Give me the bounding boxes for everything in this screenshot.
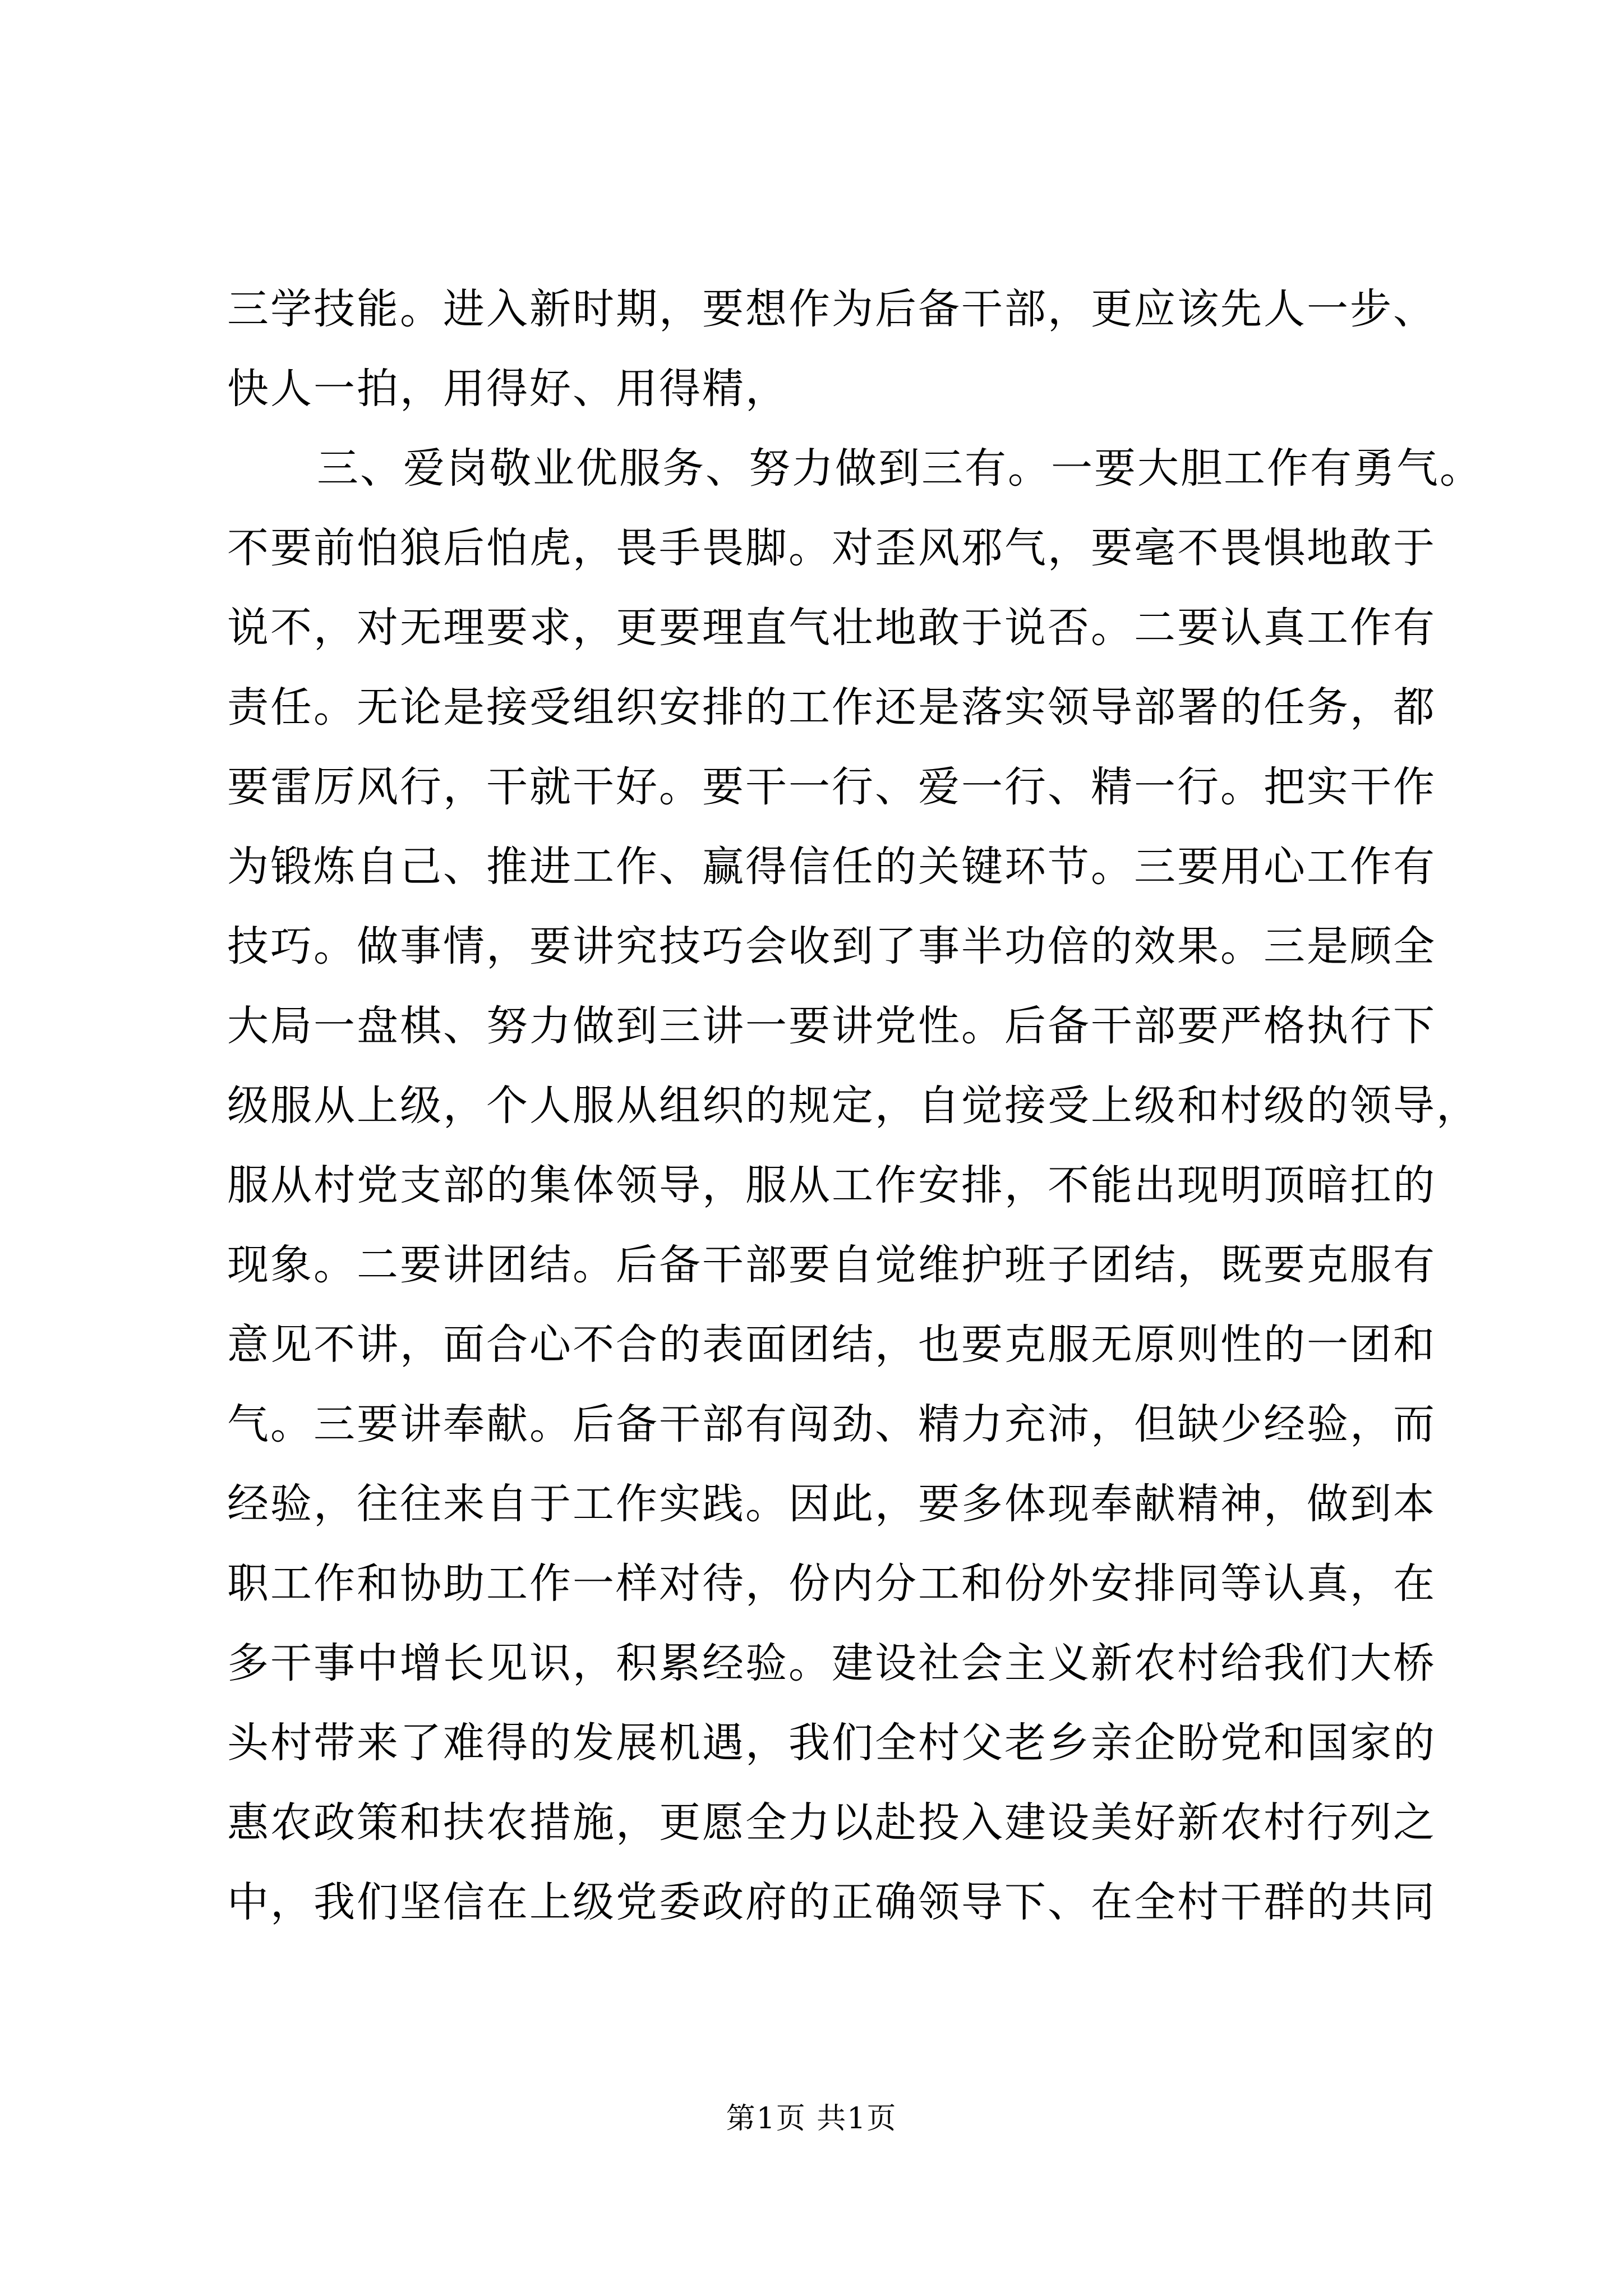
text-line: 要雷厉风行，干就干好。要干一行、爱一行、精一行。把实干作 <box>227 763 1436 811</box>
document-body <box>227 269 1483 1942</box>
paragraph-first-line: 三、爱岗敬业优服务、努力做到三有。一要大胆工作有勇气。 <box>317 444 1483 493</box>
text-line: 级服从上级，个人服从组织的规定，自觉接受上级和村级的领导， <box>227 1082 1479 1130</box>
text-line: 三学技能。进入新时期，要想作为后备干部，更应该先人一步、 <box>227 285 1436 333</box>
page-footer <box>0 2101 1623 2137</box>
text-line: 服从村党支部的集体领导，服从工作安排，不能出现明顶暗扛的 <box>227 1161 1436 1209</box>
text-line: 现象。二要讲团结。后备干部要自觉维护班子团结，既要克服有 <box>227 1241 1436 1289</box>
text-line: 多干事中增长见识，积累经验。建设社会主义新农村给我们大桥 <box>227 1639 1436 1687</box>
text-line: 技巧。做事情，要讲究技巧会收到了事半功倍的效果。三是顾全 <box>227 922 1436 970</box>
text-line: 职工作和协助工作一样对待，份内分工和份外安排同等认真，在 <box>227 1559 1436 1608</box>
text-line: 气。三要讲奉献。后备干部有闯劲、精力充沛，但缺少经验，而 <box>227 1400 1436 1448</box>
text-line: 说不，对无理要求，更要理直气壮地敢于说否。二要认真工作有 <box>227 604 1436 652</box>
text-line: 头村带来了难得的发展机遇，我们全村父老乡亲企盼党和国家的 <box>227 1719 1436 1767</box>
page-number-label: 第1页 共1页 <box>726 2102 897 2136</box>
text-line: 惠农政策和扶农措施，更愿全力以赴投入建设美好新农村行列之 <box>227 1798 1436 1847</box>
text-line: 意见不讲，面合心不合的表面团结，也要克服无原则性的一团和 <box>227 1320 1436 1369</box>
text-line: 快人一拍，用得好、用得精， <box>227 365 789 413</box>
text-line: 大局一盘棋、努力做到三讲一要讲党性。后备干部要严格执行下 <box>227 1002 1436 1050</box>
text-line: 经验，往往来自于工作实践。因此，要多体现奉献精神，做到本 <box>227 1480 1436 1528</box>
text-line: 中，我们坚信在上级党委政府的正确领导下、在全村干群的共同 <box>227 1878 1436 1926</box>
text-line: 责任。无论是接受组织安排的工作还是落实领导部署的任务，都 <box>227 683 1436 731</box>
text-line: 不要前怕狼后怕虎，畏手畏脚。对歪风邪气，要毫不畏惧地敢于 <box>227 524 1436 572</box>
text-line: 为锻炼自己、推进工作、赢得信任的关键环节。三要用心工作有 <box>227 843 1436 891</box>
